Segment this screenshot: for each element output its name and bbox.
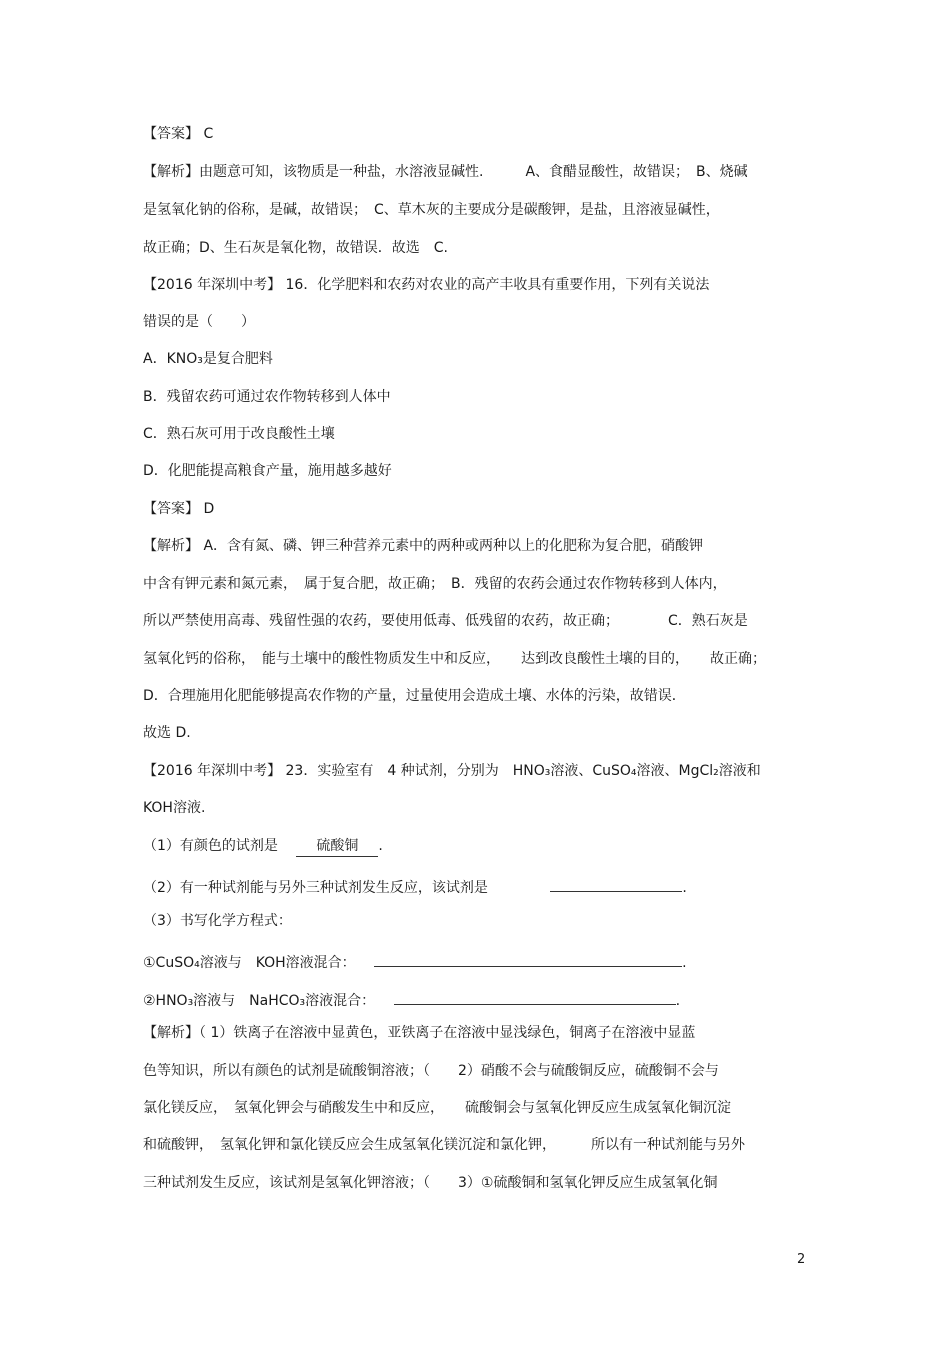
question-23-stem: 【2016 年深圳中考】 23．实验室有 4 种试剂，分别为 HNO₃溶液、CuSO₄溶液、MgCl₂溶液和	[143, 763, 761, 779]
answer-line-2: 【答案】 D	[143, 501, 215, 517]
analysis-23-line-1: 【解析】（ 1）铁离子在溶液中显黄色，亚铁离子在溶液中显浅绿色，铜离子在溶液中显蓝	[143, 1025, 696, 1041]
answer-blank-3	[374, 948, 682, 967]
answer-blank-2	[550, 873, 682, 892]
option-d: D．化肥能提高粮食产量，施用越多越好	[143, 463, 392, 479]
analysis-23-line-5: 三种试剂发生反应，该试剂是氢氧化钾溶液；（ 3）①硫酸铜和氢氧化钾反应生成氢氧化铜	[143, 1175, 718, 1191]
equation-1-end: .	[682, 955, 687, 971]
equation-2-end: .	[675, 993, 681, 1009]
analysis-23-line-3: 氯化镁反应， 氢氧化钾会与硝酸发生中和反应， 硫酸铜会与氢氧化钾反应生成氢氧化铜沉淀	[143, 1100, 731, 1116]
subquestion-1-text: （1）有颜色的试剂是	[143, 838, 278, 854]
equation-1	[143, 948, 687, 973]
answer-blank-1: 硫酸铜	[296, 836, 378, 857]
subquestion-2-end: .	[682, 880, 687, 896]
analysis-line-2: 是氢氧化钠的俗称，是碱，故错误； C、草木灰的主要成分是碳酸钾，是盐，且溶液显碱性，	[143, 202, 720, 218]
analysis-16-line-1: 【解析】 A．含有氮、磷、钾三种营养元素中的两种或两种以上的化肥称为复合肥，硝酸钾	[143, 538, 704, 554]
subquestion-3: （3）书写化学方程式：	[143, 913, 292, 929]
equation-1-text: ①CuSO₄溶液与 KOH溶液混合：	[143, 955, 356, 971]
subquestion-2-text: （2）有一种试剂能与另外三种试剂发生反应，该试剂是	[143, 880, 488, 896]
analysis-16-line-5: D．合理施用化肥能够提高农作物的产量，过量使用会造成土壤、水体的污染，故错误．	[143, 688, 686, 704]
option-c: C．熟石灰可用于改良酸性土壤	[143, 426, 335, 442]
subquestion-1	[143, 836, 383, 857]
question-16-stem-cont: 错误的是（ ）	[143, 314, 255, 330]
analysis-16-line-3: 所以严禁使用高毒、残留性强的农药，要使用低毒、低残留的农药，故正确； C．熟石灰是	[143, 613, 748, 629]
analysis-line-1: 【解析】由题意可知，该物质是一种盐，水溶液显碱性. A、食醋显酸性，故错误； B、烧碱	[143, 164, 748, 180]
equation-2-text: ②HNO₃溶液与 NaHCO₃溶液混合：	[143, 993, 376, 1009]
analysis-16-line-6: 故选 D.	[143, 725, 191, 741]
analysis-line-3: 故正确；D、生石灰是氧化物，故错误．故选 C.	[143, 240, 449, 256]
analysis-16-line-4: 氢氧化钙的俗称， 能与土壤中的酸性物质发生中和反应， 达到改良酸性土壤的目的， 故正确；	[143, 651, 766, 667]
option-b: B．残留农药可通过农作物转移到人体中	[143, 389, 391, 405]
subquestion-2	[143, 873, 687, 898]
question-16-stem: 【2016 年深圳中考】 16．化学肥料和农药对农业的高产丰收具有重要作用，下列有关说法	[143, 277, 710, 293]
subquestion-1-end: .	[378, 838, 383, 854]
analysis-16-line-2: 中含有钾元素和氮元素， 属于复合肥，故正确； B．残留的农药会通过农作物转移到人体内，	[143, 576, 727, 592]
option-a: A．KNO₃是复合肥料	[143, 351, 273, 367]
page-number: 2	[797, 1252, 806, 1267]
equation-2	[143, 986, 680, 1011]
answer-line-1: 【答案】 C	[143, 126, 214, 142]
answer-blank-4	[394, 986, 676, 1005]
analysis-23-line-4: 和硫酸钾， 氢氧化钾和氯化镁反应会生成氢氧化镁沉淀和氯化钾， 所以有一种试剂能与另外	[143, 1137, 745, 1153]
question-23-stem-cont: KOH溶液.	[143, 800, 206, 816]
analysis-23-line-2: 色等知识，所以有颜色的试剂是硫酸铜溶液；（ 2）硝酸不会与硫酸铜反应，硫酸铜不会与	[143, 1063, 719, 1079]
